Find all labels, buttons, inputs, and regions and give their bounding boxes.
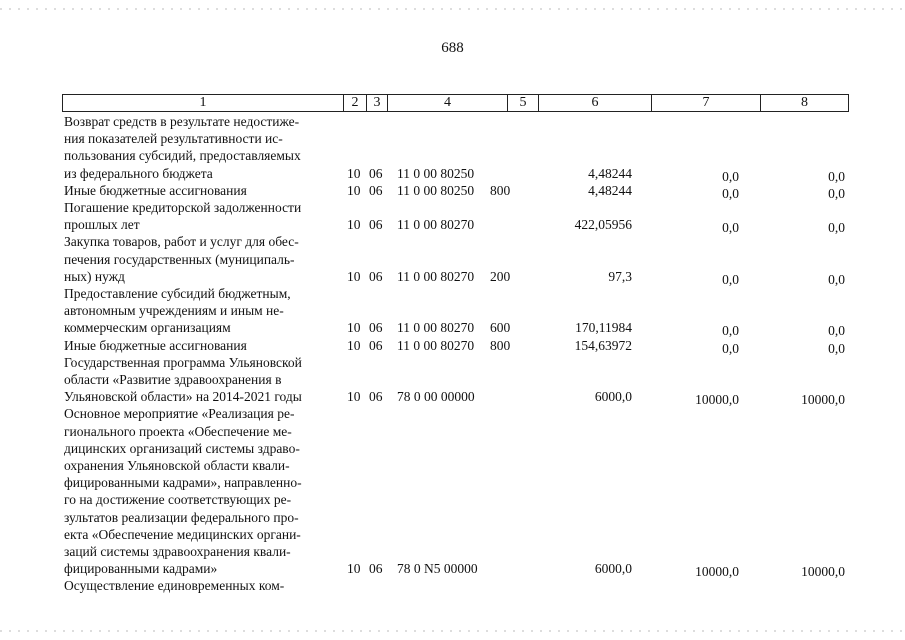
description-line: пользования субсидий, предоставляемых	[64, 148, 301, 164]
target-article-code: 78 0 N5 00000	[397, 561, 478, 577]
subsection-code: 06	[369, 165, 383, 181]
table-row	[0, 405, 905, 580]
subsection-code: 06	[369, 217, 383, 233]
expense-type-code: 800	[490, 182, 511, 198]
row-description	[64, 337, 340, 354]
description-line: фицированными кадрами»	[64, 561, 218, 577]
description-line: заций системы здравоохранения квали-	[64, 544, 291, 560]
description-line: коммерческим организациям	[64, 320, 231, 336]
amount-col-7: 0,0	[722, 185, 739, 201]
row-description	[64, 354, 340, 406]
description-line: охранения Ульяновской области квали-	[64, 458, 290, 473]
amount-col-6: 6000,0	[594, 561, 632, 577]
subsection-code: 06	[369, 182, 383, 198]
description-line: Закупка товаров, работ и услуг для обес-	[64, 234, 299, 250]
amount-col-7: 0,0	[722, 168, 739, 184]
description-line: Предоставление субсидий бюджетным,	[64, 286, 291, 301]
scan-artifact-bottom	[0, 630, 905, 632]
description-line: ных) нужд	[64, 268, 125, 284]
amount-col-8: 10000,0	[801, 564, 845, 580]
amount-col-8: 10000,0	[801, 392, 845, 408]
section-code: 10	[347, 182, 361, 198]
table-row	[0, 199, 905, 236]
subsection-code: 06	[369, 389, 383, 405]
column-number-header	[62, 94, 849, 112]
section-code: 10	[347, 561, 361, 577]
amount-col-8: 0,0	[828, 185, 845, 201]
target-article-code: 11 0 00 80270	[397, 268, 475, 284]
description-line: Осуществление единовременных ком-	[64, 578, 285, 594]
description-line: зультатов реализации федерального про-	[64, 509, 299, 525]
description-line: дицинских организаций системы здраво-	[64, 440, 300, 456]
table-row	[0, 285, 905, 337]
expense-type-code: 600	[490, 320, 511, 336]
description-line: Основное мероприятие «Реализация ре-	[64, 406, 295, 422]
description-line: гионального проекта «Обеспечение ме-	[64, 423, 292, 439]
section-code: 10	[347, 337, 361, 353]
description-line: го на достижение соответствующих ре-	[64, 492, 292, 508]
amount-col-6: 4,48244	[588, 182, 632, 198]
section-code: 10	[347, 320, 361, 336]
amount-col-6: 4,48244	[588, 165, 632, 181]
expense-type-code: 200	[490, 268, 511, 284]
description-line: Ульяновской области» на 2014-2021 годы	[64, 389, 302, 405]
subsection-code: 06	[369, 268, 383, 284]
amount-col-8: 0,0	[828, 323, 845, 339]
table-row	[0, 354, 905, 406]
amount-col-6: 6000,0	[594, 389, 632, 405]
description-line: екта «Обеспечение медицинских органи-	[64, 526, 301, 542]
target-article-code: 11 0 00 80250	[397, 165, 475, 181]
column-header-7: 7	[652, 95, 761, 112]
budget-table-body	[0, 113, 905, 640]
amount-col-7: 0,0	[722, 323, 739, 339]
table-row	[0, 577, 905, 594]
column-header-4: 4	[388, 95, 508, 112]
amount-col-8: 0,0	[828, 340, 845, 356]
subsection-code: 06	[369, 561, 383, 577]
description-line: автономным учреждениям и иным не-	[64, 303, 284, 319]
expense-type-code: 800	[490, 337, 511, 353]
section-code: 10	[347, 389, 361, 405]
amount-col-8: 0,0	[828, 220, 845, 236]
amount-col-7: 0,0	[722, 220, 739, 236]
description-line: из федерального бюджета	[64, 165, 213, 181]
target-article-code: 11 0 00 80270	[397, 337, 475, 353]
table-row	[0, 337, 905, 354]
amount-col-6: 422,05956	[574, 217, 632, 233]
target-article-code: 78 0 00 00000	[397, 389, 475, 405]
target-article-code: 11 0 00 80270	[397, 217, 475, 233]
section-code: 10	[347, 165, 361, 181]
column-header-5: 5	[508, 95, 539, 112]
page-number: 688	[441, 40, 464, 56]
row-description	[64, 577, 340, 594]
description-line: Государственная программа Ульяновской	[64, 354, 302, 370]
target-article-code: 11 0 00 80250	[397, 182, 475, 198]
subsection-code: 06	[369, 320, 383, 336]
row-description	[64, 285, 340, 337]
description-line: печения государственных (муниципаль-	[64, 251, 295, 267]
amount-col-8: 0,0	[828, 168, 845, 184]
column-header-8: 8	[761, 95, 849, 112]
description-line: Иные бюджетные ассигнования	[64, 337, 247, 353]
target-article-code: 11 0 00 80270	[397, 320, 475, 336]
description-line: Возврат средств в результате недостиже-	[64, 114, 300, 129]
section-code: 10	[347, 217, 361, 233]
column-header-1: 1	[63, 95, 344, 112]
table-row	[0, 233, 905, 285]
column-header-6: 6	[539, 95, 652, 112]
amount-col-6: 97,3	[608, 268, 632, 284]
subsection-code: 06	[369, 337, 383, 353]
description-line: области «Развитие здравоохранения в	[64, 372, 282, 387]
row-description	[64, 233, 340, 285]
row-description	[64, 113, 340, 182]
table-row	[0, 113, 905, 182]
description-line: фицированными кадрами», направленно-	[64, 475, 302, 491]
amount-col-6: 170,11984	[575, 320, 632, 336]
description-line: Иные бюджетные ассигнования	[64, 182, 247, 198]
column-header-2: 2	[344, 95, 367, 112]
amount-col-7: 10000,0	[695, 564, 739, 580]
description-line: прошлых лет	[64, 217, 140, 233]
amount-col-8: 0,0	[828, 271, 845, 287]
amount-col-6: 154,63972	[574, 337, 632, 353]
row-description	[64, 199, 340, 233]
amount-col-7: 0,0	[722, 340, 739, 356]
row-description	[64, 405, 340, 577]
description-line: Погашение кредиторской задолженности	[64, 200, 302, 215]
scan-artifact-top	[0, 8, 905, 10]
section-code: 10	[347, 268, 361, 284]
table-row	[0, 182, 905, 199]
row-description	[64, 182, 340, 199]
column-header-3: 3	[367, 95, 388, 112]
description-line: ния показателей результативности ис-	[64, 131, 283, 147]
amount-col-7: 0,0	[722, 271, 739, 287]
amount-col-7: 10000,0	[695, 392, 739, 408]
